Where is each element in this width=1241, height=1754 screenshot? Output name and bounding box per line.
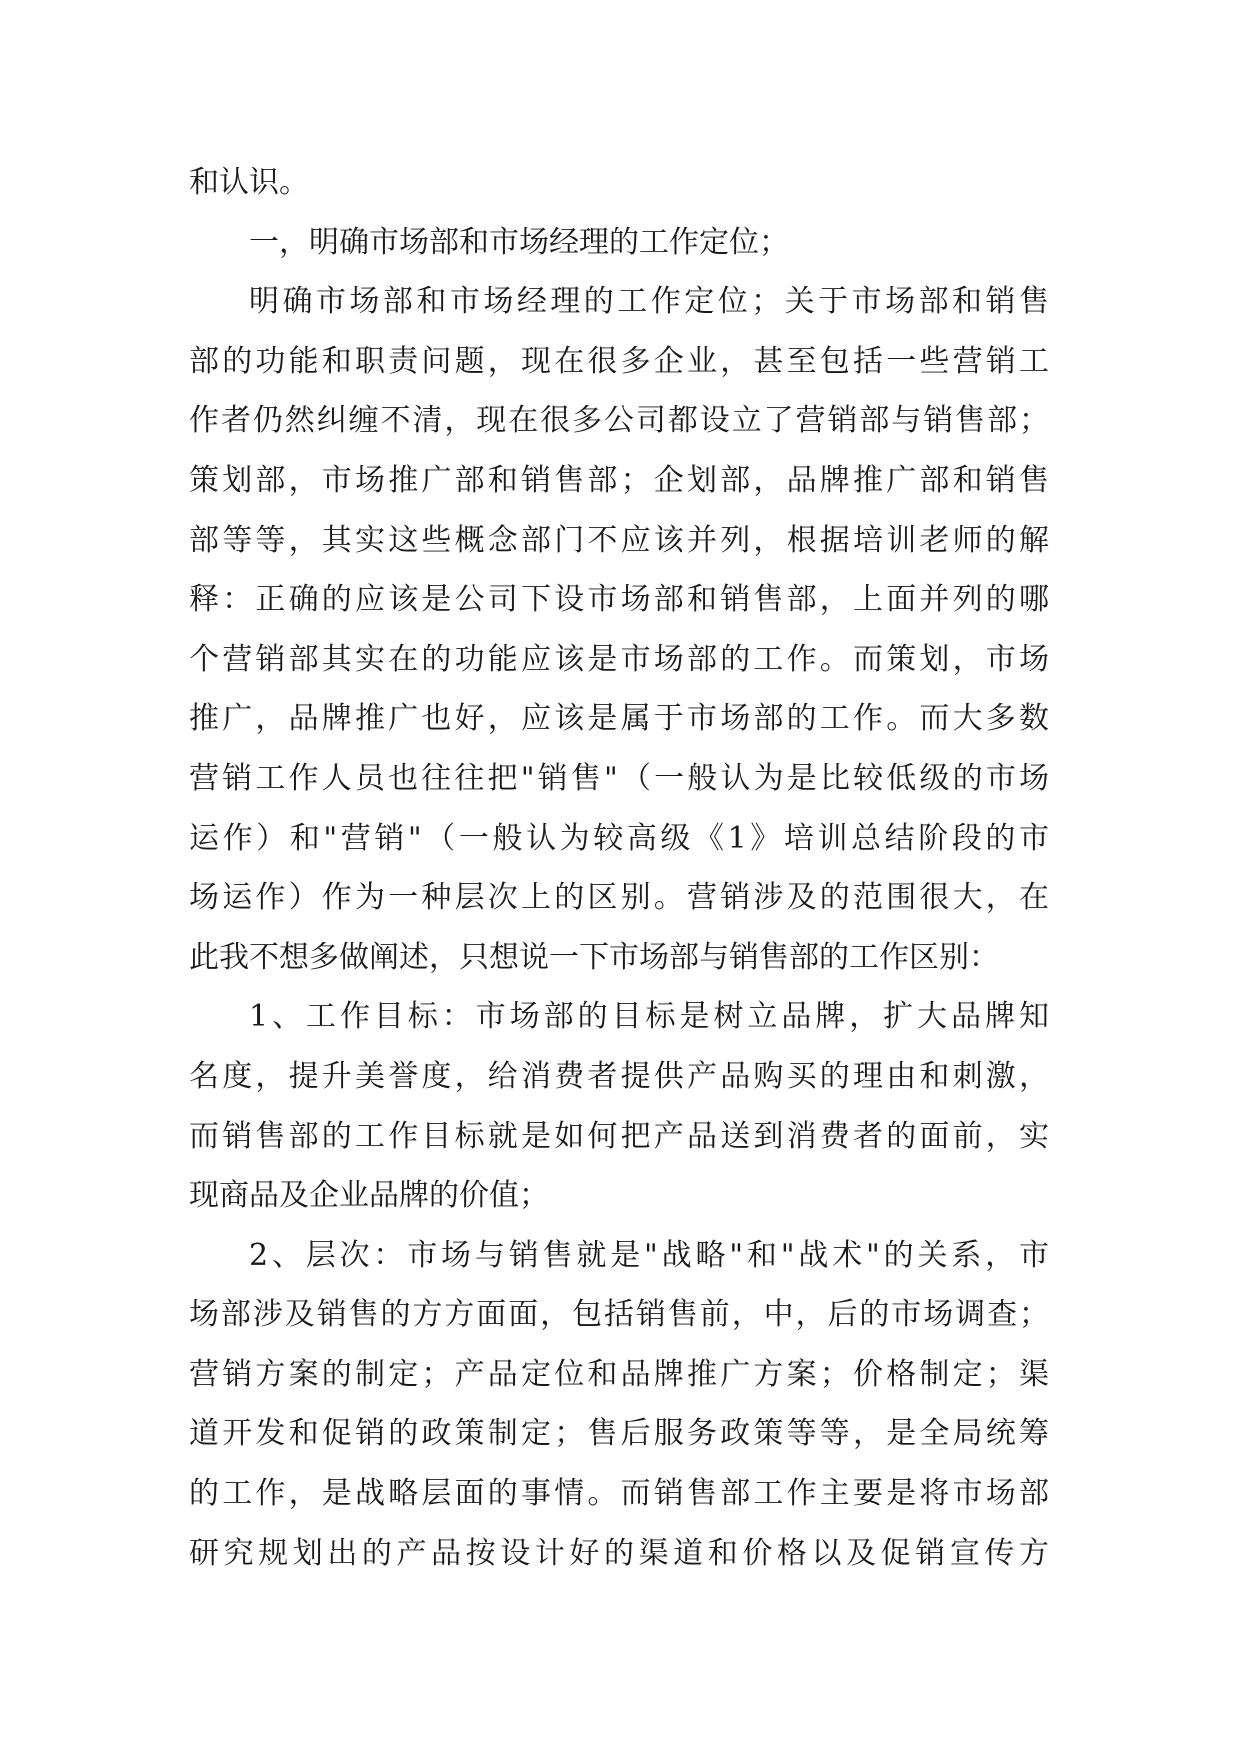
body-line: 此我不想多做阐述，只想说一下市场部与销售部的工作区别：: [189, 939, 999, 975]
body-line: 场部涉及销售的方方面面，包括销售前，中，后的市场调查；: [189, 1297, 1049, 1333]
body-line: 场运作）作为一种层次上的区别。营销涉及的范围很大，在: [189, 880, 1049, 916]
section-heading: 一，明确市场部和市场经理的工作定位；: [249, 224, 789, 260]
body-line: 而销售部的工作目标就是如何把产品送到消费者的面前，实: [189, 1118, 1049, 1154]
body-line: 推广，品牌推广也好，应该是属于市场部的工作。而大多数: [189, 701, 1049, 737]
body-line: 释：正确的应该是公司下设市场部和销售部，上面并列的哪: [189, 582, 1049, 618]
body-line: 和认识。: [189, 165, 309, 200]
list-item-levels: 2、层次：市场与销售就是"战略"和"战术"的关系，市: [249, 1237, 1049, 1273]
body-line: 运作）和"营销"（一般认为较高级《1》培训总结阶段的市: [189, 820, 1049, 856]
body-line: 现商品及企业品牌的价值；: [189, 1178, 549, 1214]
body-line: 研究规划出的产品按设计好的渠道和价格以及促销宣传方: [189, 1535, 1049, 1571]
body-line: 的工作，是战略层面的事情。而销售部工作主要是将市场部: [189, 1476, 1049, 1512]
body-line: 部的功能和职责问题，现在很多企业，甚至包括一些营销工: [189, 343, 1049, 379]
body-line: 明确市场部和市场经理的工作定位；关于市场部和销售: [249, 284, 1049, 320]
body-line: 营销工作人员也往往把"销售"（一般认为是比较低级的市场: [189, 760, 1049, 796]
body-line: 道开发和促销的政策制定；售后服务政策等等，是全局统筹: [189, 1416, 1049, 1452]
body-line: 个营销部其实在的功能应该是市场部的工作。而策划，市场: [189, 641, 1049, 677]
list-item-work-goals: 1、工作目标：市场部的目标是树立品牌，扩大品牌知: [249, 999, 1049, 1035]
body-line: 部等等，其实这些概念部门不应该并列，根据培训老师的解: [189, 522, 1049, 558]
body-line: 名度，提升美誉度，给消费者提供产品购买的理由和刺激，: [189, 1058, 1049, 1094]
body-line: 作者仍然纠缠不清，现在很多公司都设立了营销部与销售部；: [189, 403, 1049, 439]
document-body: [189, 153, 1049, 1583]
body-line: 策划部，市场推广部和销售部；企划部，品牌推广部和销售: [189, 462, 1049, 498]
body-line: 营销方案的制定；产品定位和品牌推广方案；价格制定；渠: [189, 1356, 1049, 1392]
